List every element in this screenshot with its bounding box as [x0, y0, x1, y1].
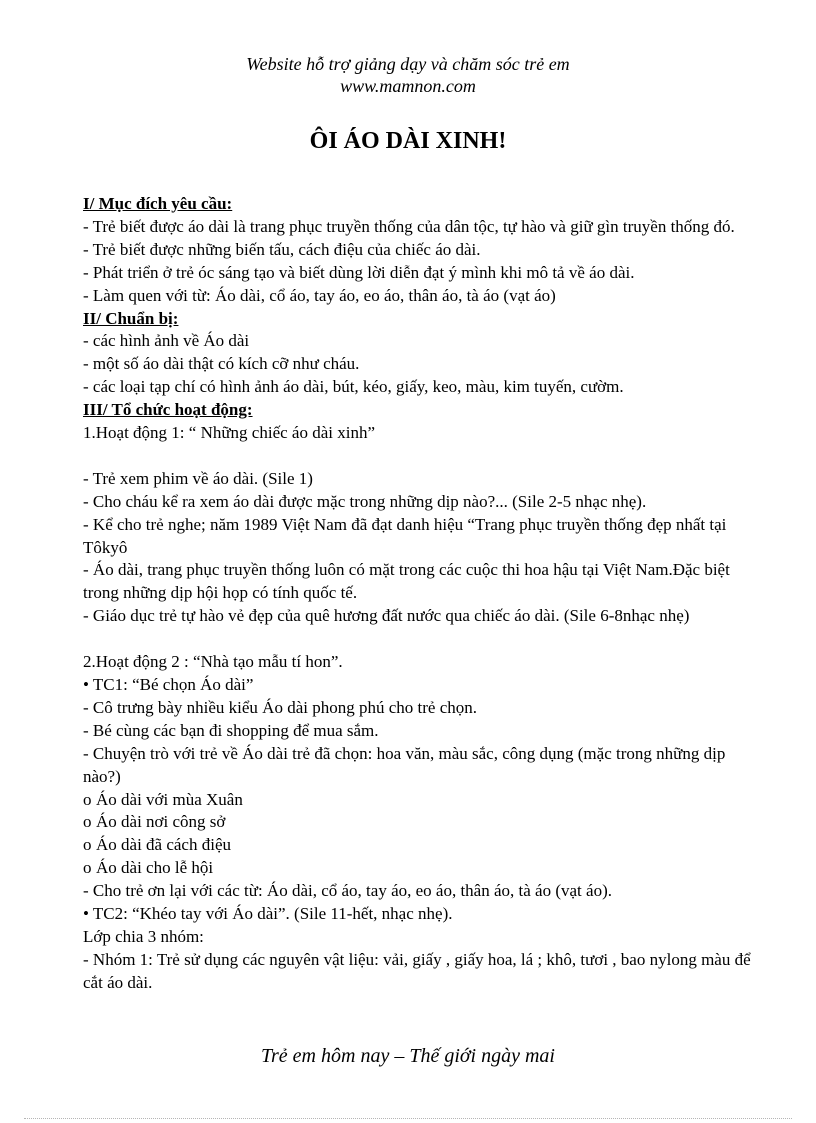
- activity2-tc1: • TC1: “Bé chọn Áo dài”: [83, 675, 254, 694]
- section2-item: - các loại tạp chí có hình ảnh áo dài, bút, kéo, giấy, keo, màu, kim tuyến, cườm.: [83, 377, 624, 397]
- section1-item: - Trẻ biết được áo dài là trang phục truyền thống của dân tộc, tự hào và giữ gìn truyền thống đó.: [83, 216, 735, 236]
- section2-item: - một số áo dài thật có kích cỡ như cháu.: [83, 354, 360, 374]
- activity1-item: - Giáo dục trẻ tự hào vẻ đẹp của quê hương đất nước qua chiếc áo dài. (Sile 6-8nhạc nhẹ): [83, 606, 690, 626]
- section2-item: - các hình ảnh về Áo dài: [83, 331, 250, 351]
- section3-heading: III/ Tổ chức hoạt động:: [83, 400, 253, 420]
- activity2-subitem-text: Áo dài cho lễ hội: [96, 858, 214, 878]
- activity1-item: - Cho cháu kể ra xem áo dài được mặc trong những dịp nào?... (Sile 2-5 nhạc nhẹ).: [83, 491, 647, 511]
- section1-heading: I/ Mục đích yêu cầu:: [83, 194, 233, 213]
- circle-bullet: o: [83, 812, 92, 832]
- activity2-subitem: [83, 811, 763, 834]
- page-footer: Trẻ em hôm nay – Thế giới ngày mai: [261, 1045, 555, 1067]
- activity2-tc2: • TC2: “Khéo tay với Áo dài”. (Sile 11-hết, nhạc nhẹ).: [83, 904, 453, 924]
- activity1-item: - Trẻ xem phim về áo dài. (Sile 1): [83, 468, 313, 488]
- section1-item: - Trẻ biết được những biến tấu, cách điệu của chiếc áo dài.: [83, 239, 481, 259]
- activity1-item: - Áo dài, trang phục truyền thống luôn có mặt trong các cuộc thi hoa hậu tại Việt Nam.Đặc biệt trong những dịp hội họp có tính quốc tế.: [83, 560, 730, 603]
- activity2-subitem-text: Áo dài với mùa Xuân: [96, 789, 243, 809]
- document-body: [83, 193, 763, 995]
- circle-bullet: o: [83, 858, 92, 878]
- activity2-subitem-text: Áo dài đã cách điệu: [96, 835, 231, 855]
- circle-bullet: o: [83, 835, 92, 855]
- activity2-review: - Cho trẻ ơn lại với các từ: Áo dài, cổ áo, tay áo, eo áo, thân áo, tà áo (vạt áo).: [83, 881, 612, 901]
- page-bottom-divider: [24, 1118, 792, 1119]
- circle-bullet: o: [83, 789, 92, 809]
- activity2-subitem: [83, 857, 763, 880]
- header-website-name: Website hỗ trợ giảng dạy và chăm sóc trẻ em: [246, 54, 570, 74]
- activity2-item: - Chuyện trò với trẻ về Áo dài trẻ đã chọn: hoa văn, màu sắc, công dụng (mặc trong những dịp nào?): [83, 743, 726, 786]
- activity2-item: - Bé cùng các bạn đi shopping để mua sắm.: [83, 720, 379, 740]
- blank-line: [83, 445, 763, 468]
- page-title: ÔI ÁO DÀI XINH!: [309, 128, 507, 154]
- section2-heading: II/ Chuẩn bị:: [83, 308, 179, 328]
- section1-item: - Làm quen với từ: Áo dài, cổ áo, tay áo, eo áo, thân áo, tà áo (vạt áo): [83, 285, 556, 305]
- activity2-title: 2.Hoạt động 2 : “Nhà tạo mẫu tí hon”.: [83, 652, 343, 672]
- activity2-group1: - Nhóm 1: Trẻ sử dụng các nguyên vật liệu: vải, giấy , giấy hoa, lá ; khô, tươi , bao nylong màu để cắt áo dài.: [83, 949, 751, 992]
- activity2-subitem: [83, 834, 763, 857]
- activity2-groups: Lớp chia 3 nhóm:: [83, 926, 204, 946]
- activity2-subitem: [83, 789, 763, 812]
- blank-line: [83, 628, 763, 651]
- activity1-title: 1.Hoạt động 1: “ Những chiếc áo dài xinh”: [83, 423, 375, 443]
- header-website-url: www.mamnon.com: [340, 76, 476, 96]
- activity2-subitem-text: Áo dài nơi công sở: [96, 812, 226, 832]
- section1-item: - Phát triển ở trẻ óc sáng tạo và biết dùng lời diễn đạt ý mình khi mô tả về áo dài.: [83, 262, 635, 282]
- activity2-item: - Cô trưng bày nhiều kiểu Áo dài phong phú cho trẻ chọn.: [83, 697, 477, 717]
- activity1-item: - Kể cho trẻ nghe; năm 1989 Việt Nam đã đạt danh hiệu “Trang phục truyền thống đẹp nhất tại Tôkyô: [83, 514, 727, 557]
